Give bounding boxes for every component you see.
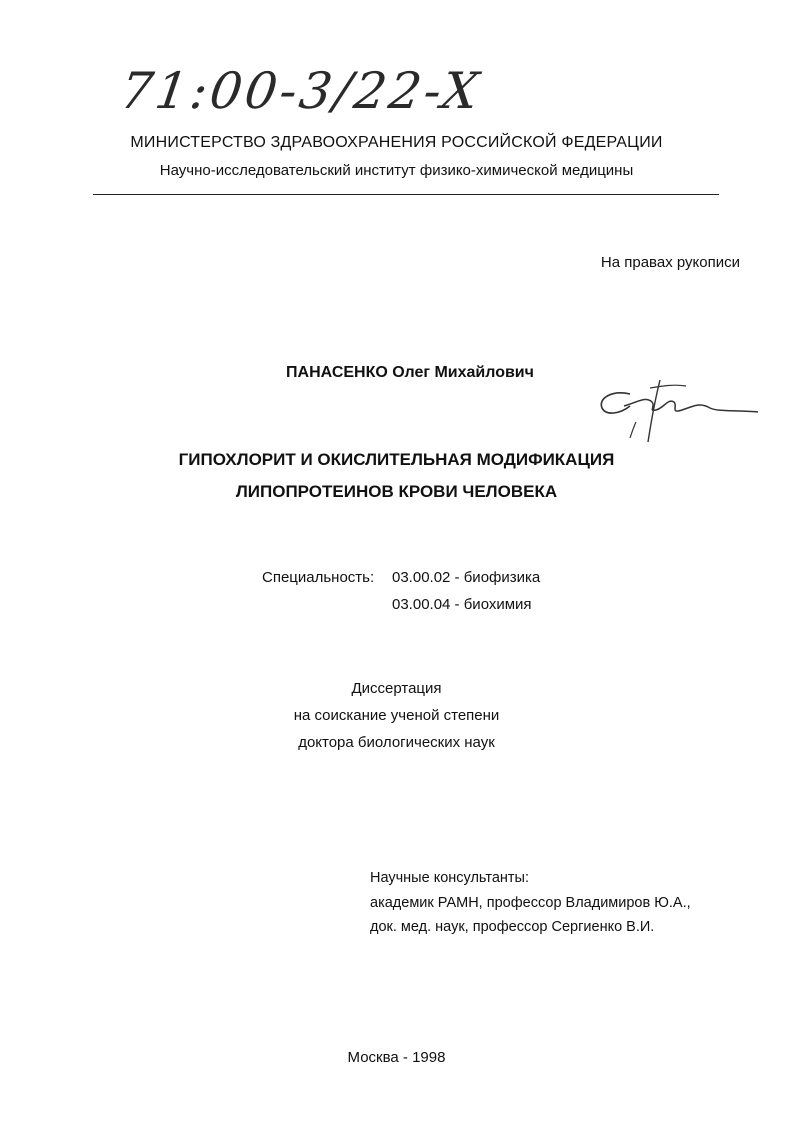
specialty-label: Специальность: xyxy=(262,569,375,586)
specialty-item: 03.00.04 - биохимия xyxy=(392,596,532,613)
degree-line: на соискание ученой степени xyxy=(293,707,500,724)
degree-line: Диссертация xyxy=(351,680,442,697)
dissertation-title-line-1: ГИПОХЛОРИТ И ОКИСЛИТЕЛЬНАЯ МОДИФИКАЦИЯ xyxy=(178,450,615,469)
header-divider xyxy=(93,194,719,195)
institute-name: Научно-исследовательский институт физико-химической медицины xyxy=(159,162,634,179)
city-year: Москва - 1998 xyxy=(347,1049,446,1066)
rights-note: На правах рукописи xyxy=(600,254,740,271)
degree-line: доктора биологических наук xyxy=(298,734,495,751)
specialty-item: 03.00.02 - биофизика xyxy=(392,569,541,586)
consultant-item: академик РАМН, профессор Владимиров Ю.А., xyxy=(370,895,691,911)
author-name: ПАНАСЕНКО Олег Михайлович xyxy=(286,364,534,381)
consultant-item: док. мед. наук, профессор Сергиенко В.И. xyxy=(370,919,655,935)
dissertation-title-line-2: ЛИПОПРОТЕИНОВ КРОВИ ЧЕЛОВЕКА xyxy=(235,482,558,501)
ministry-heading: МИНИСТЕРСТВО ЗДРАВООХРАНЕНИЯ РОССИЙСКОЙ ФЕДЕРАЦИИ xyxy=(130,134,663,151)
consultants-heading: Научные консультанты: xyxy=(370,870,529,886)
handwritten-signature xyxy=(590,376,760,446)
handwritten-archive-number: 71:00-3/22-X xyxy=(116,62,485,120)
